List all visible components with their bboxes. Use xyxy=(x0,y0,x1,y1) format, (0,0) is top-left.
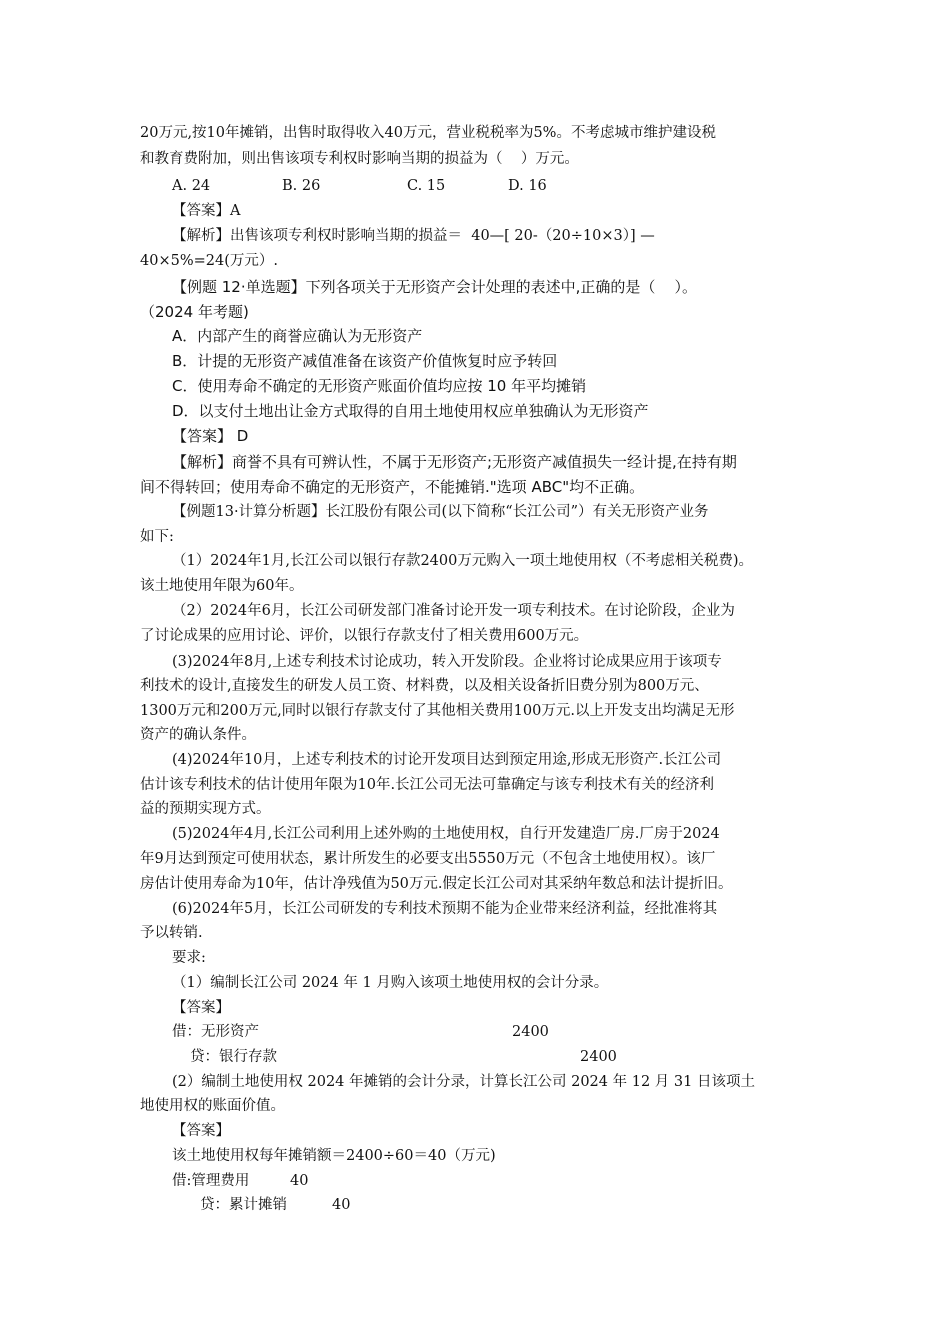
text-line: 年9月达到预定可使用状态，累计所发生的必要支出5550万元（不包含土地使用权）。该厂 xyxy=(140,851,716,867)
answer-line: 【答案】A xyxy=(172,203,241,219)
journal-credit-amount: 40 xyxy=(332,1197,351,1213)
choice-c: C．使用寿命不确定的无形资产账面价值均应按 10 年平均摊销 xyxy=(172,377,587,395)
text-line: 了讨论成果的应用讨论、评价，以银行存款支付了相关费用600万元。 xyxy=(140,628,589,644)
question-title: 【例题 12·单选题】下列各项关于无形资产会计处理的表述中,正确的是（ ）。 xyxy=(172,278,697,296)
answer-label: 【答案】 xyxy=(172,1000,230,1016)
answer-label: 【答案】 xyxy=(172,1123,230,1139)
text-line: 资产的确认条件。 xyxy=(140,727,256,743)
text-line: 间不得转回；使用寿命不确定的无形资产，不能摊销."选项 ABC"均不正确。 xyxy=(140,478,645,496)
option-b: B. 26 xyxy=(282,178,321,194)
journal-credit-amount: 2400 xyxy=(580,1049,617,1065)
question-title: 【例题13·计算分析题】长江股份有限公司(以下简称“长江公司”）有关无形资产业务 xyxy=(172,504,709,520)
text-line: 如下: xyxy=(140,529,174,545)
answer-line: 【答案】 D xyxy=(172,427,249,445)
choice-a: A．内部产生的商誉应确认为无形资产 xyxy=(172,327,423,345)
text-line: 40×5%=24(万元）. xyxy=(140,253,278,269)
journal-debit-amount: 2400 xyxy=(512,1024,549,1040)
text-line: 益的预期实现方式。 xyxy=(140,801,271,817)
text-line: 和教育费附加，则出售该项专利权时影响当期的损益为（ ）万元。 xyxy=(140,151,579,167)
requirement-2: (2）编制土地使用权 2024 年摊销的会计分录，计算长江公司 2024 年 12 月 31 日该项土 xyxy=(172,1074,755,1090)
choice-b: B．计提的无形资产减值准备在该资产价值恢复时应予转回 xyxy=(172,352,558,370)
text-line: 估计该专利技术的估计使用年限为10年.长江公司无法可靠确定与该专利技术有关的经济利 xyxy=(140,777,715,793)
text-line: （2）2024年6月，长江公司研发部门准备讨论开发一项专利技术。在讨论阶段，企业为 xyxy=(172,603,735,619)
text-line: (3)2024年8月,上述专利技术讨论成功，转入开发阶段。企业将讨论成果应用于该项专 xyxy=(172,654,722,670)
text-line: 地使用权的账面价值。 xyxy=(140,1098,285,1114)
journal-credit-account: 贷：银行存款 xyxy=(190,1049,277,1065)
option-c: C. 15 xyxy=(407,178,446,194)
text-line: 利技术的设计,直接发生的研发人员工资、材料费，以及相关设备折旧费分别为800万元、 xyxy=(140,678,709,694)
text-line: (5)2024年4月,长江公司利用上述外购的土地使用权，自行开发建造厂房.厂房于2024 xyxy=(172,826,720,842)
journal-debit-account: 借:管理费用 xyxy=(172,1173,250,1189)
requirement-label: 要求: xyxy=(172,950,206,966)
text-line: （1）2024年1月,长江公司以银行存款2400万元购入一项土地使用权（不考虑相关税费)。 xyxy=(172,553,754,569)
journal-debit-account: 借：无形资产 xyxy=(172,1024,259,1040)
text-line: 该土地使用年限为60年。 xyxy=(140,578,304,594)
option-d: D. 16 xyxy=(508,178,547,194)
text-line: (6)2024年5月，长江公司研发的专利技术预期不能为企业带来经济利益，经批准将其 xyxy=(172,901,718,917)
text-line: 房估计使用寿命为10年，估计净残值为50万元.假定长江公司对其采纳年数总和法计提折旧。 xyxy=(140,876,733,892)
text-line: 20万元,按10年摊销，出售时取得收入40万元，营业税税率为5%。不考虑城市维护建设税 xyxy=(140,125,716,141)
option-a: A. 24 xyxy=(172,178,211,194)
analysis-line: 【解析】商誉不具有可辨认性，不属于无形资产;无形资产减值损失一经计提,在持有期 xyxy=(172,453,737,471)
analysis-line: 【解析】出售该项专利权时影响当期的损益＝ 40—[ 20-（20÷10×3）] — xyxy=(172,228,655,244)
text-line: 1300万元和200万元,同时以银行存款支付了其他相关费用100万元.以上开发支出均满足无形 xyxy=(140,703,735,719)
question-source: （2024 年考题) xyxy=(140,303,249,321)
calculation-line: 该土地使用权每年摊销额＝2400÷60＝40（万元) xyxy=(172,1148,496,1164)
requirement-1: （1）编制长江公司 2024 年 1 月购入该项土地使用权的会计分录。 xyxy=(172,975,609,991)
journal-credit-account: 贷：累计摊销 xyxy=(200,1197,287,1213)
choice-d: D．以支付土地出让金方式取得的自用土地使用权应单独确认为无形资产 xyxy=(172,402,649,420)
text-line: (4)2024年10月，上述专利技术的讨论开发项目达到预定用途,形成无形资产.长江公司 xyxy=(172,752,722,768)
text-line: 予以转销. xyxy=(140,925,203,941)
journal-debit-amount: 40 xyxy=(290,1173,309,1189)
